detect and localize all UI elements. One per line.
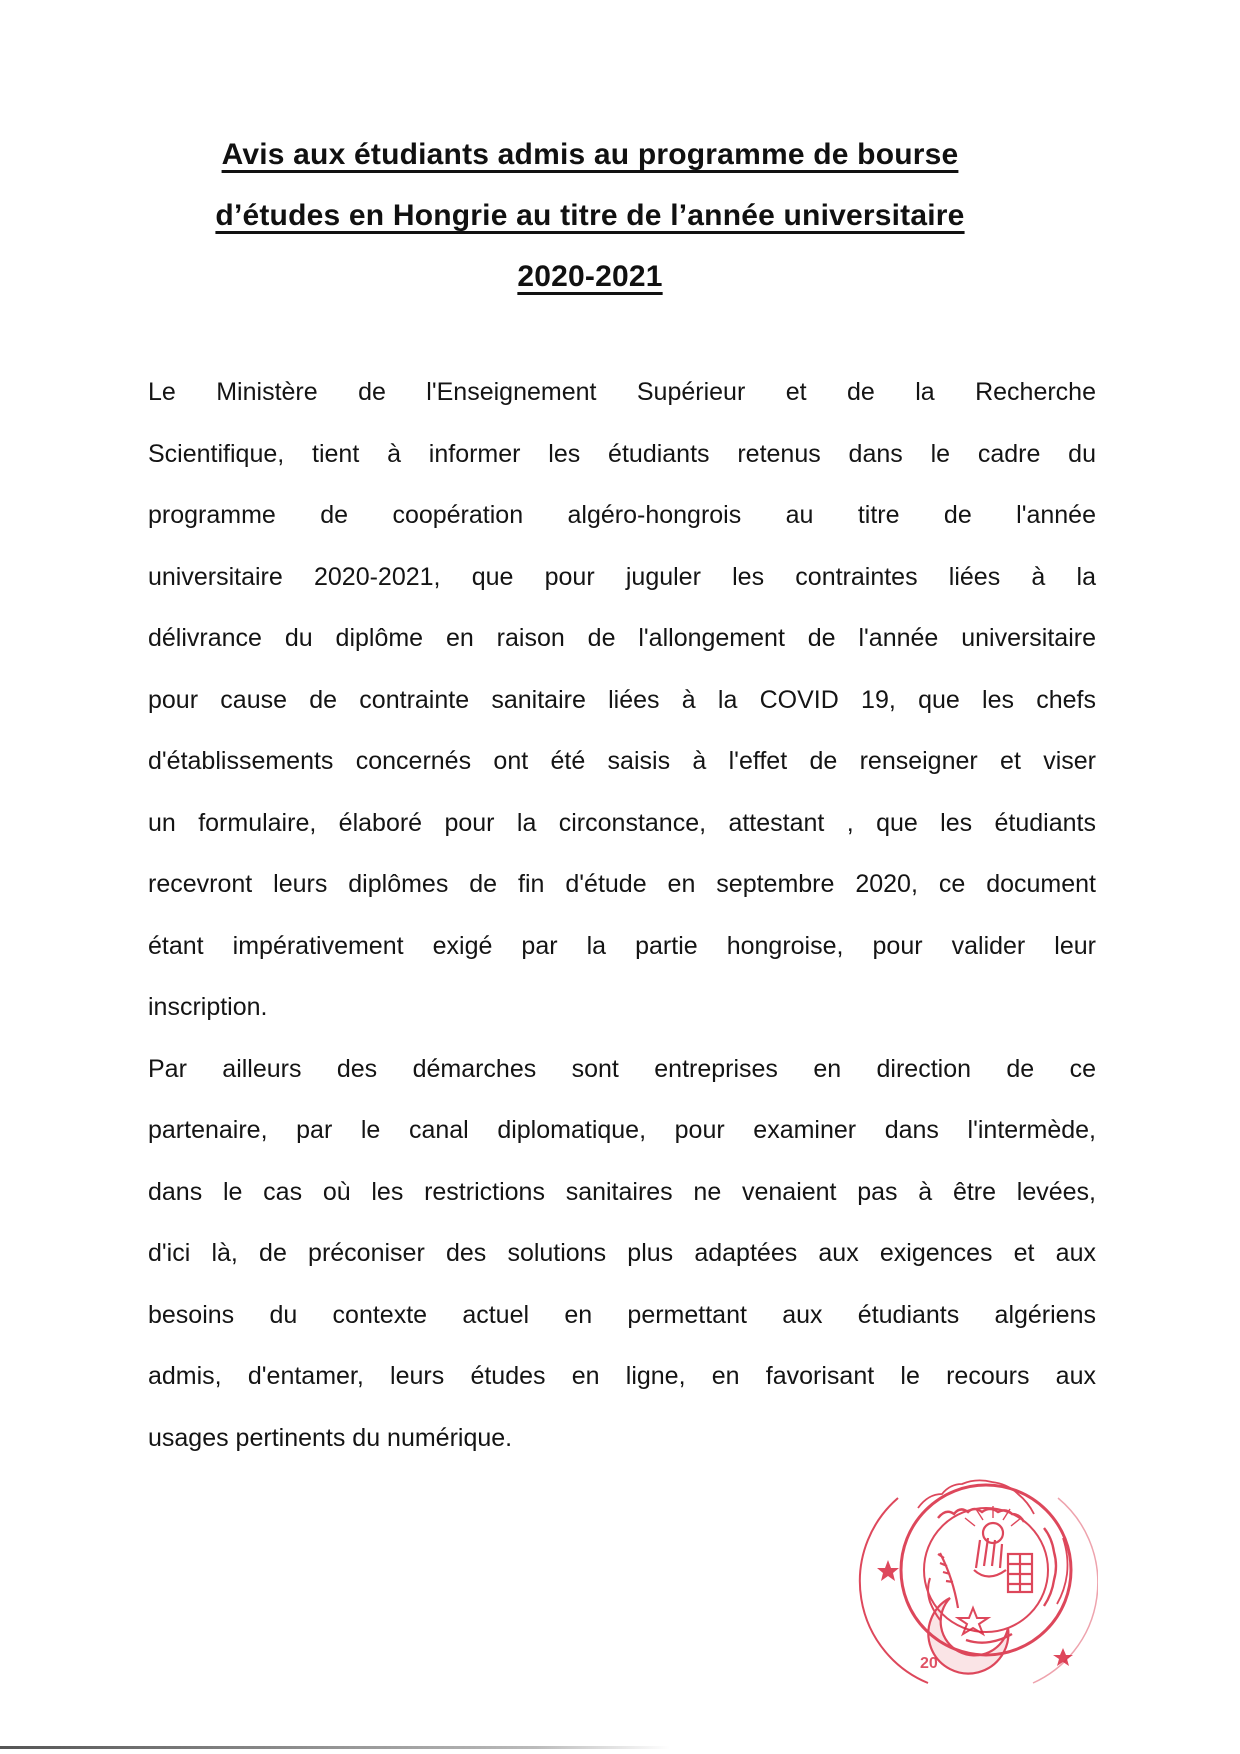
paragraph-line: dans le cas où les restrictions sanitaires ne venaient pas à être levées, bbox=[148, 1177, 1096, 1206]
title-text-3: 2020-2021 bbox=[517, 260, 663, 293]
paragraph-line: inscription. bbox=[148, 993, 268, 1021]
title-line-1 bbox=[150, 140, 1030, 170]
paragraph-line: partenaire, par le canal diplomatique, pour examiner dans l'intermède, bbox=[148, 1116, 1096, 1144]
paragraph-line: d'ici là, de préconiser des solutions plus adaptées aux exigences et aux bbox=[148, 1239, 1096, 1267]
paragraph-line: universitaire 2020-2021, que pour juguler les contraintes liées à la bbox=[148, 562, 1096, 591]
title-line-3 bbox=[150, 262, 1030, 292]
title-text-2: d’études en Hongrie au titre de l’année universitaire bbox=[215, 199, 965, 232]
title-line-2 bbox=[150, 201, 1030, 231]
paragraph-line: usages pertinents du numérique. bbox=[148, 1423, 513, 1452]
scan-edge-artifact bbox=[0, 1746, 670, 1749]
paragraph-line: recevront leurs diplômes de fin d'étude en septembre 2020, ce document bbox=[148, 870, 1096, 898]
paragraph-line: programme de coopération algéro-hongrois au titre de l'année bbox=[148, 501, 1096, 529]
paragraph-line: d'établissements concernés ont été saisis à l'effet de renseigner et viser bbox=[148, 747, 1096, 775]
svg-text:20: 20 bbox=[920, 1655, 938, 1672]
paragraph-line: besoins du contexte actuel en permettant aux étudiants algériens bbox=[148, 1300, 1096, 1329]
paragraph-1 bbox=[148, 362, 1096, 1039]
paragraph-line: étant impérativement exigé par la partie hongroise, pour valider leur bbox=[148, 931, 1096, 960]
paragraph-line: admis, d'entamer, leurs études en ligne, en favorisant le recours aux bbox=[148, 1362, 1096, 1390]
paragraph-line: Le Ministère de l'Enseignement Supérieur et de la Recherche bbox=[148, 378, 1096, 406]
paragraph-line: Par ailleurs des démarches sont entreprises en direction de ce bbox=[148, 1054, 1096, 1083]
paragraph-line: pour cause de contrainte sanitaire liées à la COVID 19, que les chefs bbox=[148, 685, 1096, 714]
paragraph-2 bbox=[148, 1039, 1096, 1470]
title-text-1: Avis aux étudiants admis au programme de bourse bbox=[221, 138, 959, 171]
official-seal-stamp bbox=[858, 1458, 1098, 1698]
document-title bbox=[150, 140, 1030, 323]
paragraph-line: délivrance du diplôme en raison de l'allongement de l'année universitaire bbox=[148, 624, 1096, 652]
document-body bbox=[148, 362, 1096, 1469]
paragraph-line: Scientifique, tient à informer les étudiants retenus dans le cadre du bbox=[148, 439, 1096, 468]
paragraph-line: un formulaire, élaboré pour la circonstance, attestant , que les étudiants bbox=[148, 808, 1096, 837]
